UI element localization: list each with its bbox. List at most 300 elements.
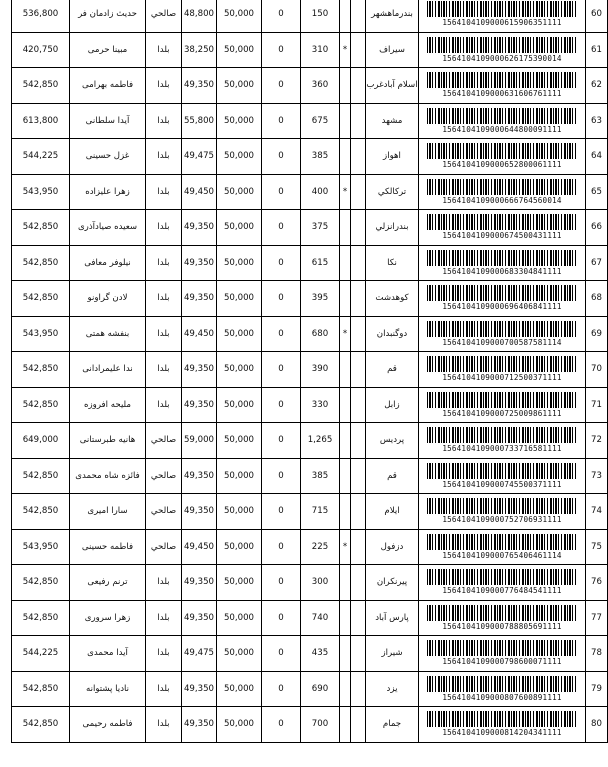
blank-cell [351, 68, 366, 104]
distance-cell: 225 [301, 529, 340, 565]
amount-cell: 49,450 [182, 529, 217, 565]
mark-cell [340, 0, 351, 32]
barcode-cell [419, 352, 586, 388]
fee-cell: 50,000 [217, 174, 262, 210]
city-cell: تركالكي [366, 174, 419, 210]
distance-cell: 690 [301, 671, 340, 707]
barcode-graphic [427, 179, 577, 195]
zero-cell: 0 [262, 0, 301, 32]
status-cell: بلدا [146, 281, 182, 317]
status-cell: بلدا [146, 139, 182, 175]
amount-cell: 49,475 [182, 139, 217, 175]
fee-cell: 50,000 [217, 210, 262, 246]
blank-cell [351, 32, 366, 68]
distance-cell: 700 [301, 707, 340, 743]
fee-cell: 50,000 [217, 103, 262, 139]
barcode-number: 1564104109000683304841111 [442, 266, 562, 276]
barcode-number: 1564104109000666764560014 [442, 195, 562, 205]
barcode-cell [419, 210, 586, 246]
barcode-cell [419, 139, 586, 175]
status-cell: صالحي [146, 458, 182, 494]
barcode-cell [419, 245, 586, 281]
blank-cell [351, 458, 366, 494]
amount-cell: 49,475 [182, 636, 217, 672]
row-number-cell: 66 [586, 210, 608, 246]
mark-cell: * [340, 529, 351, 565]
row-number-cell: 62 [586, 68, 608, 104]
barcode-number: 1564104109000745500371111 [442, 479, 562, 489]
name-cell: آیدا سلطانی [70, 103, 146, 139]
amount-cell: 48,800 [182, 0, 217, 32]
fee-cell: 50,000 [217, 387, 262, 423]
fee-cell: 50,000 [217, 352, 262, 388]
blank-cell [351, 352, 366, 388]
distance-cell: 390 [301, 352, 340, 388]
barcode-cell [419, 68, 586, 104]
barcode-cell [419, 423, 586, 459]
barcode-cell [419, 174, 586, 210]
status-cell: صالحي [146, 423, 182, 459]
mark-cell: * [340, 316, 351, 352]
name-cell: فاطمه حسینی [70, 529, 146, 565]
barcode-number: 1564104109000615906351111 [442, 18, 562, 28]
zero-cell: 0 [262, 68, 301, 104]
table-row [12, 139, 608, 175]
total-cell: 536,800 [12, 0, 70, 32]
mark-cell [340, 600, 351, 636]
zero-cell: 0 [262, 103, 301, 139]
barcode-graphic [427, 676, 577, 692]
total-cell: 542,850 [12, 707, 70, 743]
total-cell: 542,850 [12, 68, 70, 104]
status-cell: بلدا [146, 245, 182, 281]
distance-cell: 385 [301, 458, 340, 494]
fee-cell: 50,000 [217, 529, 262, 565]
mark-cell [340, 423, 351, 459]
blank-cell [351, 636, 366, 672]
table-row [12, 600, 608, 636]
barcode-cell [419, 103, 586, 139]
row-number-cell: 69 [586, 316, 608, 352]
distance-cell: 435 [301, 636, 340, 672]
barcode-cell [419, 636, 586, 672]
zero-cell: 0 [262, 245, 301, 281]
zero-cell: 0 [262, 281, 301, 317]
barcode-graphic [427, 392, 577, 408]
barcode-cell [419, 316, 586, 352]
blank-cell [351, 139, 366, 175]
status-cell: بلدا [146, 600, 182, 636]
table-row [12, 458, 608, 494]
distance-cell: 330 [301, 387, 340, 423]
fee-cell: 50,000 [217, 281, 262, 317]
distance-cell: 400 [301, 174, 340, 210]
fee-cell: 50,000 [217, 458, 262, 494]
status-cell: بلدا [146, 103, 182, 139]
table-row [12, 281, 608, 317]
amount-cell: 49,350 [182, 210, 217, 246]
row-number-cell: 63 [586, 103, 608, 139]
zero-cell: 0 [262, 636, 301, 672]
distance-cell: 300 [301, 565, 340, 601]
table-row [12, 316, 608, 352]
name-cell: فاطمه بهرامی [70, 68, 146, 104]
amount-cell: 49,350 [182, 671, 217, 707]
barcode-graphic [427, 250, 577, 266]
city-cell: جمام [366, 707, 419, 743]
total-cell: 542,850 [12, 245, 70, 281]
amount-cell: 49,350 [182, 707, 217, 743]
fee-cell: 50,000 [217, 565, 262, 601]
fee-cell: 50,000 [217, 707, 262, 743]
city-cell: اهواز [366, 139, 419, 175]
name-cell: زهرا علیزاده [70, 174, 146, 210]
barcode-number: 1564104109000798600071111 [442, 657, 562, 667]
amount-cell: 49,350 [182, 245, 217, 281]
zero-cell: 0 [262, 529, 301, 565]
distance-cell: 360 [301, 68, 340, 104]
zero-cell: 0 [262, 565, 301, 601]
blank-cell [351, 423, 366, 459]
barcode-graphic [427, 356, 577, 372]
barcode-number: 1564104109000765406461114 [442, 550, 562, 560]
mark-cell [340, 103, 351, 139]
table-row [12, 529, 608, 565]
barcode-cell [419, 387, 586, 423]
amount-cell: 55,800 [182, 103, 217, 139]
fee-cell: 50,000 [217, 32, 262, 68]
barcode-cell [419, 0, 586, 32]
mark-cell [340, 494, 351, 530]
mark-cell [340, 352, 351, 388]
amount-cell: 49,350 [182, 600, 217, 636]
amount-cell: 49,450 [182, 316, 217, 352]
zero-cell: 0 [262, 707, 301, 743]
city-cell: دزفول [366, 529, 419, 565]
status-cell: بلدا [146, 707, 182, 743]
row-number-cell: 72 [586, 423, 608, 459]
distance-cell: 395 [301, 281, 340, 317]
row-number-cell: 65 [586, 174, 608, 210]
distance-cell: 615 [301, 245, 340, 281]
city-cell: پيرنكران [366, 565, 419, 601]
blank-cell [351, 103, 366, 139]
row-number-cell: 68 [586, 281, 608, 317]
table-row [12, 245, 608, 281]
blank-cell [351, 565, 366, 601]
total-cell: 542,850 [12, 352, 70, 388]
table-row [12, 636, 608, 672]
mark-cell [340, 210, 351, 246]
row-number-cell: 71 [586, 387, 608, 423]
row-number-cell: 61 [586, 32, 608, 68]
fee-cell: 50,000 [217, 494, 262, 530]
mark-cell [340, 565, 351, 601]
name-cell: بنفشه همتی [70, 316, 146, 352]
total-cell: 542,850 [12, 281, 70, 317]
city-cell: زابل [366, 387, 419, 423]
total-cell: 542,850 [12, 600, 70, 636]
status-cell: بلدا [146, 316, 182, 352]
row-number-cell: 74 [586, 494, 608, 530]
barcode-cell [419, 32, 586, 68]
name-cell: سارا امیری [70, 494, 146, 530]
status-cell: بلدا [146, 671, 182, 707]
zero-cell: 0 [262, 316, 301, 352]
barcode-graphic [427, 72, 577, 88]
distance-cell: 385 [301, 139, 340, 175]
barcode-cell [419, 600, 586, 636]
mark-cell: * [340, 32, 351, 68]
total-cell: 542,850 [12, 210, 70, 246]
barcode-graphic [427, 321, 577, 337]
city-cell: بندرانزلي [366, 210, 419, 246]
amount-cell: 49,350 [182, 565, 217, 601]
barcode-cell [419, 281, 586, 317]
total-cell: 543,950 [12, 174, 70, 210]
distance-cell: 715 [301, 494, 340, 530]
row-number-cell: 73 [586, 458, 608, 494]
blank-cell [351, 387, 366, 423]
barcode-cell [419, 671, 586, 707]
barcode-number: 1564104109000696406841111 [442, 302, 562, 312]
fee-cell: 50,000 [217, 68, 262, 104]
fee-cell: 50,000 [217, 636, 262, 672]
barcode-graphic [427, 1, 577, 17]
barcode-number: 1564104109000700587581114 [442, 337, 562, 347]
barcode-number: 1564104109000788805691111 [442, 621, 562, 631]
city-cell: پرديس [366, 423, 419, 459]
amount-cell: 49,350 [182, 458, 217, 494]
barcode-number: 1564104109000631606761111 [442, 89, 562, 99]
amount-cell: 49,350 [182, 68, 217, 104]
name-cell: فاطمه رحیمی [70, 707, 146, 743]
fee-cell: 50,000 [217, 316, 262, 352]
fee-cell: 50,000 [217, 671, 262, 707]
fee-cell: 50,000 [217, 600, 262, 636]
barcode-number: 1564104109000712500371111 [442, 373, 562, 383]
barcode-graphic [427, 37, 577, 53]
name-cell: ندا علیمرادانی [70, 352, 146, 388]
status-cell: صالحي [146, 494, 182, 530]
total-cell: 420,750 [12, 32, 70, 68]
zero-cell: 0 [262, 352, 301, 388]
amount-cell: 49,350 [182, 281, 217, 317]
table-row [12, 352, 608, 388]
barcode-number: 1564104109000725009861111 [442, 408, 562, 418]
amount-cell: 59,000 [182, 423, 217, 459]
blank-cell [351, 174, 366, 210]
table-row [12, 32, 608, 68]
row-number-cell: 67 [586, 245, 608, 281]
barcode-graphic [427, 498, 577, 514]
name-cell: زهرا سروری [70, 600, 146, 636]
row-number-cell: 60 [586, 0, 608, 32]
blank-cell [351, 707, 366, 743]
amount-cell: 49,350 [182, 352, 217, 388]
barcode-number: 1564104109000752706931111 [442, 515, 562, 525]
barcode-cell [419, 494, 586, 530]
amount-cell: 49,450 [182, 174, 217, 210]
blank-cell [351, 671, 366, 707]
blank-cell [351, 529, 366, 565]
row-number-cell: 78 [586, 636, 608, 672]
zero-cell: 0 [262, 139, 301, 175]
city-cell: قم [366, 352, 419, 388]
total-cell: 613,800 [12, 103, 70, 139]
name-cell: نادیا پشتوانه [70, 671, 146, 707]
status-cell: بلدا [146, 352, 182, 388]
mark-cell [340, 139, 351, 175]
status-cell: بلدا [146, 565, 182, 601]
name-cell: مبینا حرمی [70, 32, 146, 68]
table-row [12, 174, 608, 210]
city-cell: كوهدشت [366, 281, 419, 317]
barcode-number: 1564104109000652800061111 [442, 160, 562, 170]
status-cell: صالحي [146, 529, 182, 565]
amount-cell: 49,350 [182, 387, 217, 423]
barcode-graphic [427, 285, 577, 301]
city-cell: سيراف [366, 32, 419, 68]
barcode-number: 1564104109000626175390014 [442, 53, 562, 63]
mark-cell [340, 671, 351, 707]
fee-cell: 50,000 [217, 245, 262, 281]
zero-cell: 0 [262, 210, 301, 246]
zero-cell: 0 [262, 387, 301, 423]
total-cell: 542,850 [12, 458, 70, 494]
row-number-cell: 70 [586, 352, 608, 388]
city-cell: مشهد [366, 103, 419, 139]
fee-cell: 50,000 [217, 423, 262, 459]
name-cell: سعیده صیادآذری [70, 210, 146, 246]
barcode-graphic [427, 640, 577, 656]
zero-cell: 0 [262, 174, 301, 210]
table-row [12, 565, 608, 601]
status-cell: بلدا [146, 32, 182, 68]
city-cell: يزد [366, 671, 419, 707]
total-cell: 542,850 [12, 494, 70, 530]
distance-cell: 310 [301, 32, 340, 68]
amount-cell: 38,250 [182, 32, 217, 68]
city-cell: اسلام آبادغرب [366, 68, 419, 104]
mark-cell [340, 707, 351, 743]
name-cell: ترنم رفیعی [70, 565, 146, 601]
distance-cell: 675 [301, 103, 340, 139]
total-cell: 649,000 [12, 423, 70, 459]
name-cell: هانیه طبرستانی [70, 423, 146, 459]
row-number-cell: 79 [586, 671, 608, 707]
city-cell: نكا [366, 245, 419, 281]
fee-cell: 50,000 [217, 139, 262, 175]
city-cell: شيراز [366, 636, 419, 672]
city-cell: بندرماهشهر [366, 0, 419, 32]
barcode-number: 1564104109000644800091111 [442, 124, 562, 134]
total-cell: 544,225 [12, 139, 70, 175]
fee-cell: 50,000 [217, 0, 262, 32]
zero-cell: 0 [262, 423, 301, 459]
barcode-graphic [427, 427, 577, 443]
distance-cell: 150 [301, 0, 340, 32]
blank-cell [351, 281, 366, 317]
barcode-cell [419, 707, 586, 743]
blank-cell [351, 600, 366, 636]
barcode-graphic [427, 108, 577, 124]
zero-cell: 0 [262, 32, 301, 68]
barcode-number: 1564104109000807600891111 [442, 692, 562, 702]
zero-cell: 0 [262, 671, 301, 707]
city-cell: قم [366, 458, 419, 494]
blank-cell [351, 0, 366, 32]
city-cell: ايلام [366, 494, 419, 530]
barcode-number: 1564104109000776484541111 [442, 586, 562, 596]
row-number-cell: 64 [586, 139, 608, 175]
name-cell: نیلوفر معافی [70, 245, 146, 281]
total-cell: 543,950 [12, 316, 70, 352]
barcode-graphic [427, 214, 577, 230]
barcode-graphic [427, 711, 577, 727]
row-number-cell: 77 [586, 600, 608, 636]
distance-cell: 680 [301, 316, 340, 352]
zero-cell: 0 [262, 458, 301, 494]
total-cell: 542,850 [12, 671, 70, 707]
mark-cell [340, 245, 351, 281]
total-cell: 544,225 [12, 636, 70, 672]
barcode-number: 1564104109000674500431111 [442, 231, 562, 241]
total-cell: 543,950 [12, 529, 70, 565]
barcode-number: 1564104109000733716581111 [442, 444, 562, 454]
barcode-graphic [427, 143, 577, 159]
blank-cell [351, 245, 366, 281]
row-number-cell: 80 [586, 707, 608, 743]
total-cell: 542,850 [12, 565, 70, 601]
mark-cell: * [340, 174, 351, 210]
name-cell: حدیث زادمان فر [70, 0, 146, 32]
table-row [12, 423, 608, 459]
mark-cell [340, 68, 351, 104]
distance-cell: 375 [301, 210, 340, 246]
zero-cell: 0 [262, 494, 301, 530]
table-row [12, 671, 608, 707]
barcode-graphic [427, 534, 577, 550]
barcode-cell [419, 458, 586, 494]
zero-cell: 0 [262, 600, 301, 636]
barcode-graphic [427, 463, 577, 479]
distance-cell: 1,265 [301, 423, 340, 459]
mark-cell [340, 458, 351, 494]
name-cell: فائزه شاه محمدی [70, 458, 146, 494]
mark-cell [340, 281, 351, 317]
amount-cell: 49,350 [182, 494, 217, 530]
name-cell: ملیحه افروزه [70, 387, 146, 423]
barcode-graphic [427, 569, 577, 585]
status-cell: بلدا [146, 210, 182, 246]
table-body [12, 0, 608, 742]
blank-cell [351, 316, 366, 352]
name-cell: لادن گراونو [70, 281, 146, 317]
barcode-number: 1564104109000814204341111 [442, 728, 562, 738]
mark-cell [340, 387, 351, 423]
barcode-cell [419, 565, 586, 601]
table-row [12, 707, 608, 743]
row-number-cell: 75 [586, 529, 608, 565]
status-cell: بلدا [146, 174, 182, 210]
barcode-cell [419, 529, 586, 565]
city-cell: پارس آباد [366, 600, 419, 636]
table-row [12, 210, 608, 246]
shipments-table [11, 0, 608, 743]
total-cell: 542,850 [12, 387, 70, 423]
name-cell: غزل حسینی [70, 139, 146, 175]
